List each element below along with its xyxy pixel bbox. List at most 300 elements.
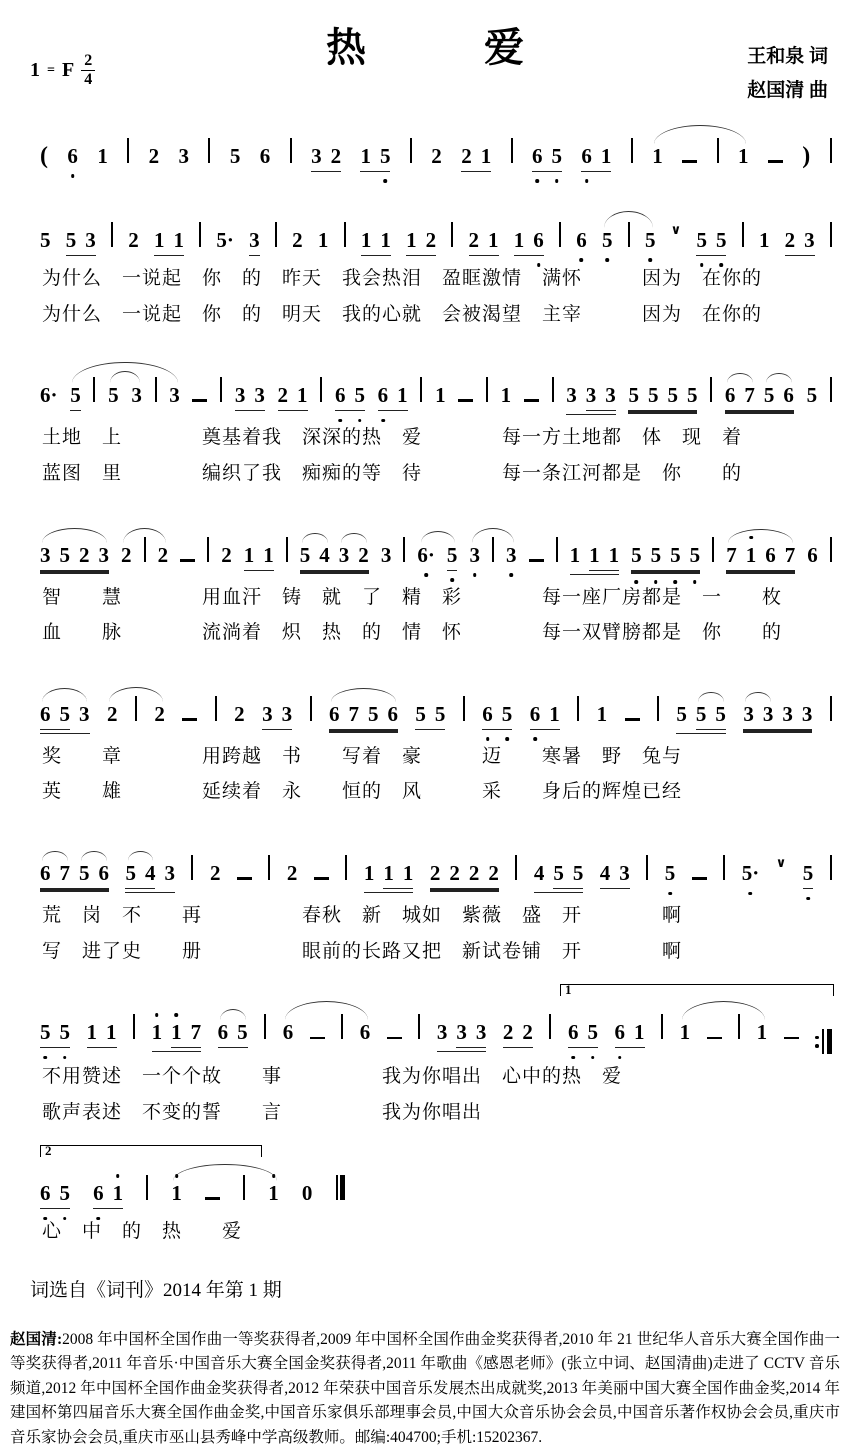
barline <box>577 696 579 721</box>
note <box>631 542 642 567</box>
note <box>744 385 755 407</box>
note-digit: 3 <box>456 1020 467 1045</box>
note <box>297 385 308 407</box>
note-digit: 7 <box>726 542 737 567</box>
note <box>278 385 289 407</box>
note-digit: 0 <box>301 1181 313 1206</box>
duration-dash <box>180 559 195 562</box>
note <box>757 1022 768 1044</box>
note-digit: 1 <box>737 144 749 168</box>
barline <box>463 696 465 721</box>
note-digit: 3 <box>164 861 175 886</box>
note <box>299 542 311 567</box>
note <box>360 146 371 168</box>
note-digit: 1 <box>97 144 108 168</box>
lyrics-line-1: 荒 岗 不 再 春秋 新 城如 紫薇 盛 开 啊 <box>42 905 683 927</box>
note-digit: 3 <box>436 1020 448 1045</box>
note-digit: 2 <box>784 228 796 252</box>
notes-row <box>40 114 832 172</box>
notes-row <box>40 353 832 415</box>
note <box>549 701 560 726</box>
note-digit: 1 <box>397 383 408 408</box>
barline <box>631 138 633 163</box>
note <box>262 701 273 726</box>
beam-group <box>40 1183 70 1209</box>
note <box>534 863 545 885</box>
beam-group <box>568 1022 598 1048</box>
note <box>764 385 775 407</box>
lyrics-line-1: 不用赞述 一个个故 事 我为你唱出 心中的热 爱 <box>42 1065 623 1087</box>
note-digit: 3 <box>506 542 517 567</box>
octave-dot-low <box>537 263 541 267</box>
note-digit: 2 <box>121 542 132 567</box>
beam-group <box>87 1022 117 1048</box>
beam-group <box>586 385 616 411</box>
note <box>60 1183 71 1205</box>
note-digit: 6 <box>724 383 736 408</box>
octave-dot-low <box>338 419 342 423</box>
barline <box>742 222 744 247</box>
note-digit: 5 <box>689 542 701 567</box>
beam-group <box>361 230 391 256</box>
note-digit: 6 <box>67 144 78 168</box>
duration-dash <box>707 1037 722 1040</box>
duration-dash <box>625 718 640 721</box>
note-digit: 6· <box>417 542 435 567</box>
note-digit: 1 <box>380 228 391 252</box>
note <box>759 230 770 252</box>
note-digit: 6 <box>532 144 543 168</box>
duration-dash <box>237 877 252 880</box>
note-digit: 1 <box>513 228 525 252</box>
barline <box>199 222 201 247</box>
barline <box>310 696 312 721</box>
note <box>529 701 541 726</box>
beam-group <box>218 1022 248 1048</box>
beam-group <box>406 230 436 256</box>
note <box>426 230 437 252</box>
note-digit: 3 <box>79 701 90 726</box>
note <box>79 542 90 567</box>
note-digit: 1 <box>173 228 184 252</box>
note-digit: 6 <box>377 383 389 408</box>
note <box>449 863 460 885</box>
note <box>173 230 184 252</box>
note <box>235 385 246 407</box>
note-digit: 6 <box>576 228 587 252</box>
note <box>783 385 794 407</box>
note <box>360 1022 371 1044</box>
note <box>602 230 613 252</box>
barline <box>133 1014 135 1039</box>
note-digit: 3 <box>178 144 190 168</box>
note-digit: 5 <box>628 383 639 408</box>
note <box>456 1022 467 1044</box>
note <box>378 385 389 407</box>
note-digit: 6· <box>40 383 58 408</box>
note <box>60 1022 71 1044</box>
note-digit: 6 <box>807 542 818 567</box>
slur-arc <box>128 851 154 861</box>
note <box>434 701 446 726</box>
slur-arc <box>728 529 793 543</box>
slur-arc <box>682 1001 765 1020</box>
beam-group <box>235 385 265 411</box>
header <box>18 12 832 108</box>
note <box>552 146 563 168</box>
note-digit: 6 <box>98 861 109 886</box>
system-8 <box>40 1143 832 1245</box>
note-digit: 5 <box>59 1181 70 1206</box>
beam-group <box>437 1022 487 1052</box>
barline <box>486 377 488 402</box>
note <box>268 1183 279 1205</box>
note-digit: 5 <box>647 383 659 408</box>
note-digit: 3 <box>469 542 480 567</box>
beam-group <box>743 701 813 730</box>
slur-arc <box>81 851 107 861</box>
note <box>605 385 616 407</box>
note <box>619 863 630 885</box>
note <box>762 701 774 726</box>
note-digit: 5 <box>644 228 656 252</box>
score <box>40 114 832 1245</box>
note-digit: 5 <box>379 144 391 168</box>
note <box>60 863 71 885</box>
system-5 <box>40 672 832 805</box>
note <box>338 542 350 567</box>
system-6 <box>40 831 832 964</box>
octave-dot-low <box>571 1056 575 1060</box>
note <box>573 863 584 885</box>
barline <box>549 1014 551 1039</box>
slur-arc <box>472 528 515 543</box>
duration-dash <box>524 399 539 402</box>
lyrics-line-2: 蓝图 里 编织了我 痴痴的等 待 每一条江河都是 你 的 <box>42 462 743 484</box>
note-digit: 2 <box>209 861 221 886</box>
beam-group <box>725 385 794 411</box>
lyrics-line-1: 土地 上 奠基着我 深深的热 爱 每一方土地都 体 现 着 <box>42 427 743 449</box>
note <box>785 230 796 252</box>
note-digit: 5 <box>59 701 70 726</box>
octave-dot-low <box>719 263 723 267</box>
note <box>648 385 659 407</box>
note <box>128 230 139 252</box>
octave-dot-low <box>591 1056 595 1060</box>
notes-row <box>40 1143 345 1209</box>
duration-dash <box>784 1037 799 1040</box>
note-digit: 3 <box>605 383 616 408</box>
note <box>397 385 408 407</box>
note <box>695 701 707 726</box>
note-digit: 5 <box>59 542 70 567</box>
barline <box>712 537 714 562</box>
duration-dash <box>314 877 329 880</box>
system-2 <box>40 198 832 327</box>
note-digit: 3 <box>804 228 815 252</box>
note <box>481 146 492 168</box>
note-digit: 5 <box>664 861 676 886</box>
note-digit: 3 <box>40 542 51 567</box>
beam-group <box>40 863 109 889</box>
note-digit: 6 <box>328 701 340 726</box>
note-digit: 2 <box>234 701 245 726</box>
slur-arc <box>745 692 771 702</box>
barline <box>220 377 222 402</box>
note <box>70 385 81 407</box>
note-digit: 5 <box>40 1020 51 1045</box>
note <box>237 1022 248 1044</box>
final-barline <box>336 1175 346 1200</box>
beam-group <box>262 701 293 730</box>
note <box>40 230 51 252</box>
note-digit: 5 <box>125 861 136 886</box>
octave-dot-low <box>43 1056 47 1060</box>
octave-dot-low <box>450 578 454 582</box>
beam-group <box>696 230 726 256</box>
note <box>40 863 51 885</box>
note <box>406 230 417 252</box>
note <box>380 230 391 252</box>
note <box>302 1183 313 1205</box>
note-digit: 5 <box>79 861 90 886</box>
note-digit: 1 <box>243 542 255 567</box>
barline <box>552 377 554 402</box>
octave-dot-low <box>605 258 609 262</box>
note <box>569 542 581 567</box>
note-digit: 1 <box>153 228 165 252</box>
beam-group <box>503 1022 533 1048</box>
barline <box>661 1014 663 1039</box>
note <box>645 230 656 252</box>
note <box>106 701 118 726</box>
beam-group <box>534 863 584 893</box>
note-digit: 3 <box>131 383 142 408</box>
notes-row <box>40 831 832 893</box>
note-digit: 2 <box>461 144 472 168</box>
note <box>234 701 245 726</box>
note-digit: 1 <box>634 1020 645 1045</box>
lyrics-line-1: 为什么 一说起 你 的 昨天 我会热泪 盈眶激情 满怀 因为 在你的 <box>42 268 763 289</box>
beam-group <box>514 230 544 256</box>
slur-arc <box>766 373 792 383</box>
note-digit: 6 <box>529 701 541 726</box>
note <box>319 542 330 567</box>
slur-arc <box>727 373 753 383</box>
volta-bracket <box>560 984 834 996</box>
parenthesis: ) <box>802 143 811 169</box>
note <box>254 385 265 407</box>
beam-group <box>581 146 611 172</box>
note-digit: 7 <box>59 861 70 886</box>
barline <box>723 855 725 880</box>
note <box>670 542 681 567</box>
beam-group <box>631 542 701 571</box>
note-digit: 3 <box>338 542 350 567</box>
beam-group <box>803 863 814 889</box>
beam-group <box>299 542 369 571</box>
note <box>335 385 346 407</box>
note <box>667 385 678 407</box>
beam-group <box>553 863 583 889</box>
note-digit: 5 <box>229 144 241 168</box>
beam-group <box>695 701 726 730</box>
note-digit: 5 <box>696 228 707 252</box>
beam-group <box>600 863 630 889</box>
note-digit: 5 <box>59 1020 70 1045</box>
note <box>358 542 369 567</box>
note <box>716 230 727 252</box>
note <box>59 542 71 567</box>
barline <box>410 138 412 163</box>
beam-group <box>364 863 414 893</box>
octave-dot-low <box>700 263 704 267</box>
beam-group <box>171 1022 201 1048</box>
note <box>689 542 701 567</box>
barline <box>127 138 129 163</box>
octave-dot-low <box>63 1217 67 1221</box>
note-digit: 2 <box>221 542 232 567</box>
note <box>328 701 340 726</box>
note <box>106 1022 117 1044</box>
repeat-dots <box>815 1036 819 1048</box>
octave-dot-low <box>585 179 589 183</box>
volta-bracket <box>40 1145 262 1157</box>
note-digit: 1 <box>171 1020 182 1045</box>
note-digit: 7 <box>744 383 755 408</box>
note <box>243 542 255 567</box>
note-digit: 2 <box>128 228 139 252</box>
note <box>121 542 132 567</box>
note-digit: 5 <box>572 861 584 886</box>
beam-group <box>93 1183 123 1209</box>
barline <box>559 222 561 247</box>
meter-denominator: 4 <box>84 71 93 89</box>
octave-dot-low <box>580 258 584 262</box>
note-digit: 5 <box>631 542 642 567</box>
octave-dot-low <box>486 737 490 741</box>
beam-group <box>40 701 90 734</box>
note <box>469 863 480 885</box>
note-digit: 1 <box>480 144 492 168</box>
composer-bio <box>10 1328 840 1450</box>
octave-dot-low <box>533 737 537 741</box>
note-digit: 6 <box>387 701 398 726</box>
notes-row <box>40 672 832 734</box>
note <box>586 385 597 407</box>
note-digit: 5 <box>806 383 818 408</box>
note-digit: 2 <box>425 228 437 252</box>
note <box>67 146 78 168</box>
note-digit: 3 <box>262 701 273 726</box>
note-digit: 2 <box>106 701 118 726</box>
octave-dot-low <box>535 179 539 183</box>
beam-group <box>125 863 155 889</box>
note-digit: 3 <box>98 542 109 567</box>
note <box>804 230 815 252</box>
octave-dot-low <box>473 573 477 577</box>
note-digit: 5 <box>65 228 77 252</box>
note <box>417 542 435 567</box>
note-digit: 2 <box>468 861 480 886</box>
note-digit: 6 <box>334 383 346 408</box>
octave-dot-low <box>383 179 387 183</box>
note <box>726 542 737 567</box>
note-digit: 3 <box>585 383 597 408</box>
barline <box>344 222 346 247</box>
equals-sign: = <box>47 62 55 78</box>
composer-name: 赵国清: <box>10 1330 63 1348</box>
beam-group <box>154 230 184 256</box>
note-digit: 1 <box>360 144 371 168</box>
note <box>79 701 90 726</box>
breath-mark: ∨ <box>670 222 682 237</box>
barline <box>268 855 270 880</box>
note <box>380 542 392 567</box>
octave-dot-high <box>175 1013 179 1017</box>
octave-dot-low <box>358 419 362 423</box>
note-digit: 5 <box>715 701 726 726</box>
note-digit: 5 <box>446 542 458 567</box>
barline <box>830 377 832 402</box>
note-digit: 5 <box>354 383 365 408</box>
note <box>743 701 754 726</box>
note-digit: 4 <box>319 542 330 567</box>
slur-arc <box>421 531 455 543</box>
system-3 <box>40 353 832 486</box>
barline <box>646 855 648 880</box>
note <box>596 701 608 726</box>
octave-dot-low <box>654 580 658 584</box>
note <box>40 385 58 407</box>
notes-row <box>40 982 832 1054</box>
key-tonic: 1 <box>30 59 40 82</box>
barline <box>830 855 832 880</box>
note <box>587 1022 598 1044</box>
note-digit: 5· <box>216 228 234 252</box>
thin-bar <box>336 1175 338 1200</box>
note <box>503 1022 514 1044</box>
note-digit: 1 <box>360 228 372 252</box>
beam-group <box>243 542 274 571</box>
note <box>260 146 271 168</box>
note-digit: 5 <box>802 861 814 886</box>
note <box>367 701 379 726</box>
note <box>784 542 796 567</box>
note-digit: 1 <box>608 542 620 567</box>
beam-group <box>335 385 365 411</box>
note <box>331 146 342 168</box>
lyrics-line-1: 奖 章 用跨越 书 写着 豪 迈 寒暑 野 兔与 <box>42 745 683 767</box>
duration-dash <box>458 399 473 402</box>
note-digit: 1 <box>758 228 770 252</box>
note-digit: 2 <box>157 542 169 567</box>
note <box>435 385 446 407</box>
note-digit: 1 <box>383 861 394 886</box>
note-digit: 2 <box>449 861 460 886</box>
note <box>589 542 600 567</box>
duration-dash <box>529 559 544 562</box>
note-digit: 5 <box>695 701 707 726</box>
duration-dash <box>387 1037 402 1040</box>
beam-group <box>615 1022 645 1048</box>
note-digit: 3 <box>475 1020 487 1045</box>
beam-group <box>249 230 260 256</box>
duration-dash <box>768 160 783 163</box>
note-digit: 1 <box>317 228 329 252</box>
note-digit: 6 <box>783 383 794 408</box>
barline <box>286 537 288 562</box>
